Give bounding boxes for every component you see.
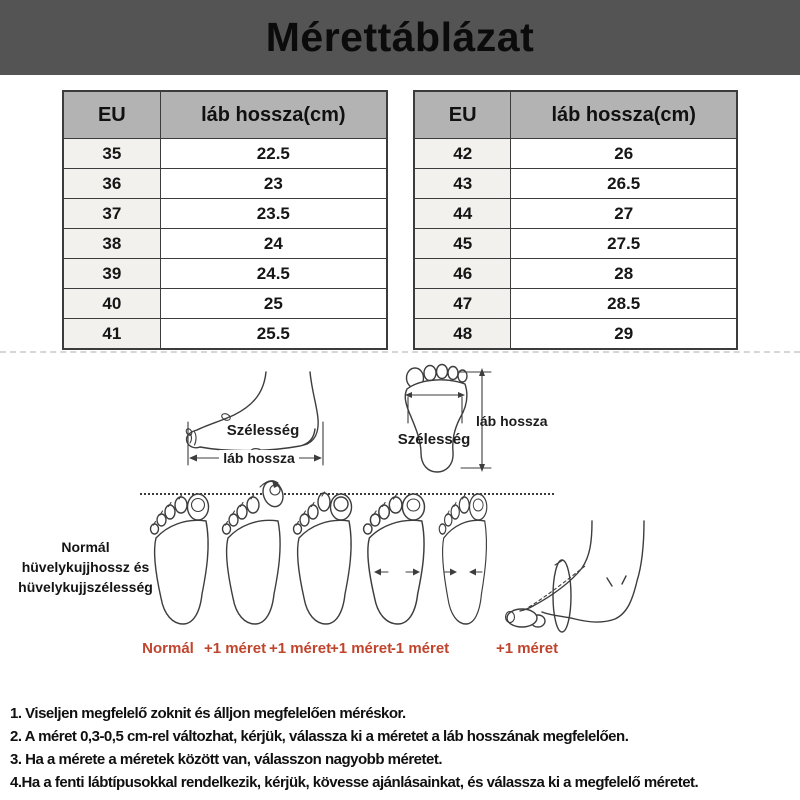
page-title-banner	[0, 0, 800, 75]
instruction-line: 2. A méret 0,3-0,5 cm-rel változhat, kérjük, válassza ki a méretet a láb hosszának megfelelően.	[10, 728, 629, 745]
foot-type-label: Normál	[142, 640, 194, 657]
size-table-row	[414, 319, 737, 350]
foot-length-cell: 23.5	[160, 199, 387, 229]
size-table-right	[413, 90, 738, 350]
foot-type-label: +1 méret	[203, 640, 267, 657]
foot-length-cell: 28.5	[511, 289, 737, 319]
eu-size-cell: 39	[63, 259, 160, 289]
size-table-row	[63, 229, 387, 259]
eu-size-cell: 45	[414, 229, 511, 259]
size-table-row	[414, 259, 737, 289]
eu-size-cell: 41	[63, 319, 160, 350]
eu-size-cell: 48	[414, 319, 511, 350]
eu-column-header: EU	[63, 91, 160, 139]
eu-size-cell: 42	[414, 139, 511, 169]
eu-size-cell: 40	[63, 289, 160, 319]
note-line: Normál	[61, 539, 110, 555]
foot-illustration-wide	[362, 486, 428, 636]
foot-length-cell: 25	[160, 289, 387, 319]
size-table-row	[414, 289, 737, 319]
top-length-label: láb hossza	[476, 413, 548, 429]
foot-illustration-normal	[149, 486, 215, 636]
foot-length-cell: 24.5	[160, 259, 387, 289]
instruction-line: 4.Ha a fenti lábtípusokkal rendelkezik, kérjük, kövesse ajánlásainkat, és válassza ki a megfelelő méretet.	[10, 774, 699, 791]
note-line: hüvelykujjhossz és	[21, 559, 150, 575]
foot-illustration-narrow	[433, 486, 493, 636]
eu-size-cell: 46	[414, 259, 511, 289]
instruction-line: 3. Ha a mérete a méretek között van, válasszon nagyobb méretet.	[10, 751, 443, 768]
dashed-separator	[0, 351, 800, 353]
size-table-row	[63, 259, 387, 289]
side-length-label: láb hossza	[219, 450, 299, 466]
side-width-label: Szélesség	[226, 422, 300, 439]
foot-length-cell: 25.5	[160, 319, 387, 350]
size-table-row	[63, 199, 387, 229]
size-table-row	[414, 199, 737, 229]
size-table-row	[414, 229, 737, 259]
foot-length-cell: 29	[511, 319, 737, 350]
normal-toe-note	[8, 537, 163, 597]
foot-length-cell: 26.5	[511, 169, 737, 199]
eu-size-cell: 38	[63, 229, 160, 259]
eu-size-cell: 35	[63, 139, 160, 169]
foot-illustration-high-instep	[495, 518, 653, 638]
foot-type-label: -1 méret	[390, 640, 450, 657]
eu-size-cell: 36	[63, 169, 160, 199]
foot-illustration-long-big-toe	[221, 486, 287, 636]
size-table-row	[63, 139, 387, 169]
foot-length-cell: 28	[511, 259, 737, 289]
foot-length-cell: 26	[511, 139, 737, 169]
foot-length-column-header: láb hossza(cm)	[511, 91, 737, 139]
size-table-row	[63, 289, 387, 319]
eu-column-header: EU	[414, 91, 511, 139]
instructions-block	[10, 702, 800, 794]
eu-size-cell: 37	[63, 199, 160, 229]
foot-type-label: +1 méret	[329, 640, 393, 657]
foot-type-label: +1 méret	[495, 640, 559, 657]
eu-size-cell: 43	[414, 169, 511, 199]
foot-type-label: +1 méret	[268, 640, 332, 657]
foot-length-cell: 23	[160, 169, 387, 199]
foot-length-cell: 22.5	[160, 139, 387, 169]
page-title: Mérettáblázat	[265, 14, 535, 60]
foot-length-cell: 27.5	[511, 229, 737, 259]
foot-length-cell: 24	[160, 229, 387, 259]
table-header-row	[414, 91, 737, 139]
foot-length-cell: 27	[511, 199, 737, 229]
eu-size-cell: 44	[414, 199, 511, 229]
foot-illustration-big-toenail	[292, 486, 358, 636]
size-table-left	[62, 90, 388, 350]
note-line: hüvelykujjszélesség	[18, 579, 153, 595]
table-header-row	[63, 91, 387, 139]
eu-size-cell: 47	[414, 289, 511, 319]
size-table-row	[63, 169, 387, 199]
instruction-line: 1. Viseljen megfelelő zoknit és álljon megfelelően méréskor.	[10, 705, 406, 722]
size-table-row	[414, 169, 737, 199]
foot-length-column-header: láb hossza(cm)	[160, 91, 387, 139]
size-table-row	[414, 139, 737, 169]
top-width-label: Szélesség	[397, 431, 471, 448]
size-table-row	[63, 319, 387, 350]
